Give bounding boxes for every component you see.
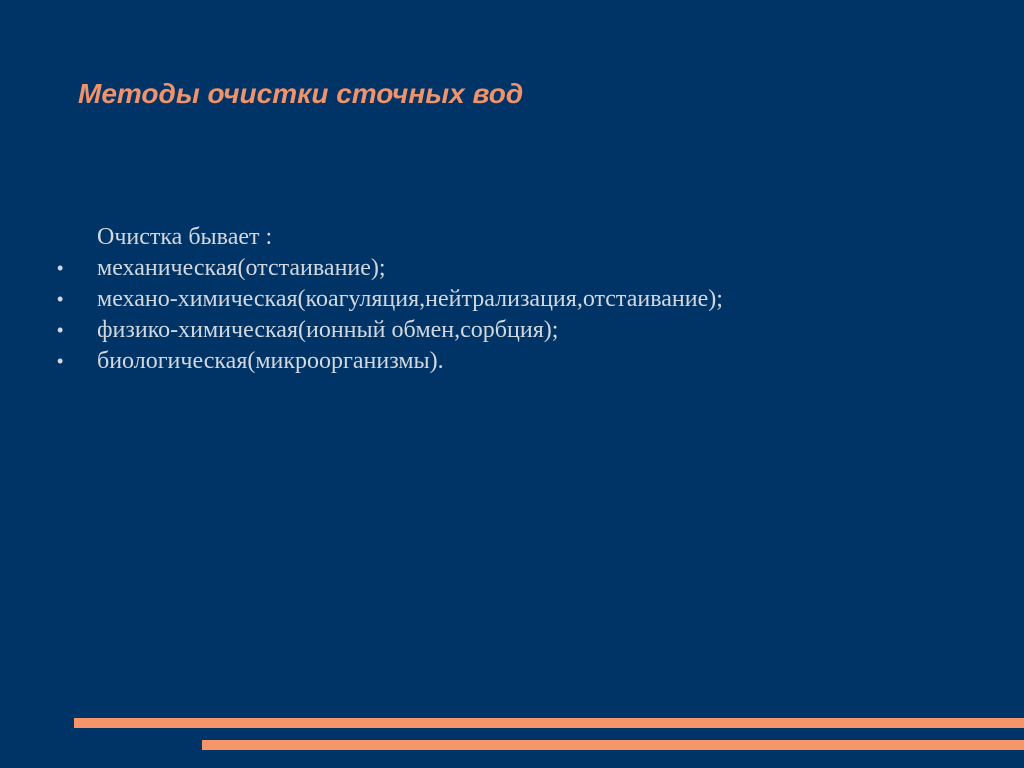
slide-title: Методы очистки сточных вод	[78, 78, 524, 109]
bullet-icon: •	[57, 258, 64, 278]
bullet-icon: •	[57, 289, 64, 309]
list-item	[57, 346, 997, 377]
bullet-list	[57, 253, 997, 377]
list-item	[57, 315, 997, 346]
list-item	[57, 253, 997, 284]
list-item-label: механическая(отстаивание);	[97, 255, 386, 281]
accent-bar-top	[74, 718, 1024, 728]
list-item-label: физико-химическая(ионный обмен,сорбция);	[97, 317, 559, 343]
bullet-icon: •	[57, 351, 64, 371]
accent-bar-bottom	[202, 740, 1024, 750]
list-item-label: механо-химическая(коагуляция,нейтрализация,отстаивание);	[97, 286, 723, 312]
intro-text: Очистка бывает :	[97, 224, 273, 250]
bullet-icon: •	[57, 320, 64, 340]
list-item-label: биологическая(микроорганизмы).	[97, 348, 444, 374]
list-item	[57, 284, 997, 315]
slide-content	[57, 222, 997, 377]
